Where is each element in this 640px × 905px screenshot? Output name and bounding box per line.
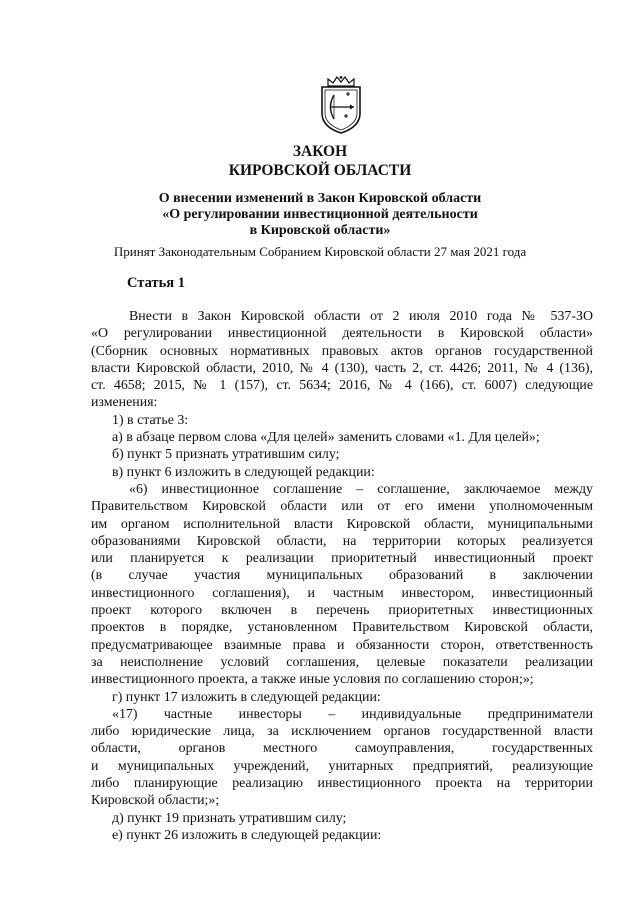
paragraph-line: за неисполнение условий соглашения, целевые показатели реализации	[91, 654, 593, 670]
article-body	[91, 308, 593, 844]
subtitle-line: «О регулировании инвестиционной деятельности	[162, 207, 478, 222]
paragraph-line: образованиями Кировской области, на территории которых реализуется	[91, 533, 593, 549]
paragraph-line: ст. 4658; 2015, № 1 (157), ст. 5634; 2016, № 4 (166), ст. 6007) следующие	[91, 378, 593, 394]
paragraph-line: Кировской области;»;	[91, 793, 220, 809]
paragraph-line: инвестиционного соглашения), и частным инвестором, инвестиционный	[91, 585, 593, 601]
paragraph-line: изменения:	[91, 395, 158, 411]
paragraph-line: «17) частные инвесторы – индивидуальные предприниматели	[112, 706, 593, 722]
paragraph-line: инвестиционного проекта, а также иные условия по соглашению сторон;»;	[91, 672, 534, 688]
law-label: ЗАКОН	[292, 143, 348, 160]
paragraph-line: (Сборник основных нормативных правовых актов органов государственной	[91, 343, 593, 359]
paragraph-line: «6) инвестиционное соглашение – соглашение, заключаемое между	[129, 481, 593, 497]
law-title	[0, 142, 640, 180]
adoption-note: Принят Законодательным Собранием Кировской области 27 мая 2021 года	[113, 244, 527, 259]
paragraph-line: или планируется к реализации приоритетный инвестиционный проект	[91, 551, 593, 567]
paragraph-line: проект которого включен в перечень приоритетных инвестиционных	[91, 603, 593, 619]
paragraph-line: проектов в порядке, установленном Правительством Кировской области,	[91, 620, 593, 636]
paragraph-line: (в случае участия муниципальных образований в заключении	[91, 568, 593, 584]
paragraph-line: власти Кировской области, 2010, № 4 (130), часть 2, ст. 4426; 2011, № 4 (136),	[91, 360, 593, 376]
paragraph-line: в) пункт 6 изложить в следующей редакции:	[112, 464, 375, 480]
paragraph-line: Внести в Закон Кировской области от 2 июля 2010 года № 537-ЗО	[129, 309, 593, 324]
paragraph-line: им органом исполнительной власти Кировской области, муниципальными	[91, 516, 593, 532]
subtitle-line: в Кировской области»	[249, 223, 391, 238]
paragraph-line: области, органов местного самоуправления, государственных	[91, 741, 593, 757]
paragraph-line: б) пункт 5 признать утратившим силу;	[112, 447, 340, 463]
paragraph-line: е) пункт 26 изложить в следующей редакции:	[112, 827, 382, 843]
paragraph-line: а) в абзаце первом слова «Для целей» заменить словами «1. Для целей»;	[112, 430, 540, 446]
paragraph-line: 1) в статье 3:	[112, 412, 189, 428]
article-heading: Статья 1	[127, 275, 185, 291]
law-subtitle	[0, 191, 640, 239]
coat-of-arms-icon	[318, 75, 364, 135]
paragraph-line: д) пункт 19 признать утратившим силу;	[112, 810, 347, 826]
paragraph-line: г) пункт 17 изложить в следующей редакции:	[112, 689, 381, 705]
subtitle-line: О внесении изменений в Закон Кировской области	[158, 191, 482, 206]
paragraph-line: Правительством Кировской области или от его имени уполномоченным	[91, 499, 593, 515]
paragraph-line: «О регулировании инвестиционной деятельности в Кировской области»	[91, 326, 593, 342]
law-region: КИРОВСКОЙ ОБЛАСТИ	[228, 162, 412, 179]
paragraph-line: и муниципальных учреждений, унитарных предприятий, реализующие	[91, 758, 593, 774]
paragraph-line: предусматривающее взаимные права и обязанности сторон, ответственность	[91, 637, 593, 653]
paragraph-line: либо планирующие реализацию инвестиционного проекта на территории	[91, 776, 593, 792]
paragraph-line: либо юридические лица, за исключением органов государственной власти	[91, 724, 593, 740]
